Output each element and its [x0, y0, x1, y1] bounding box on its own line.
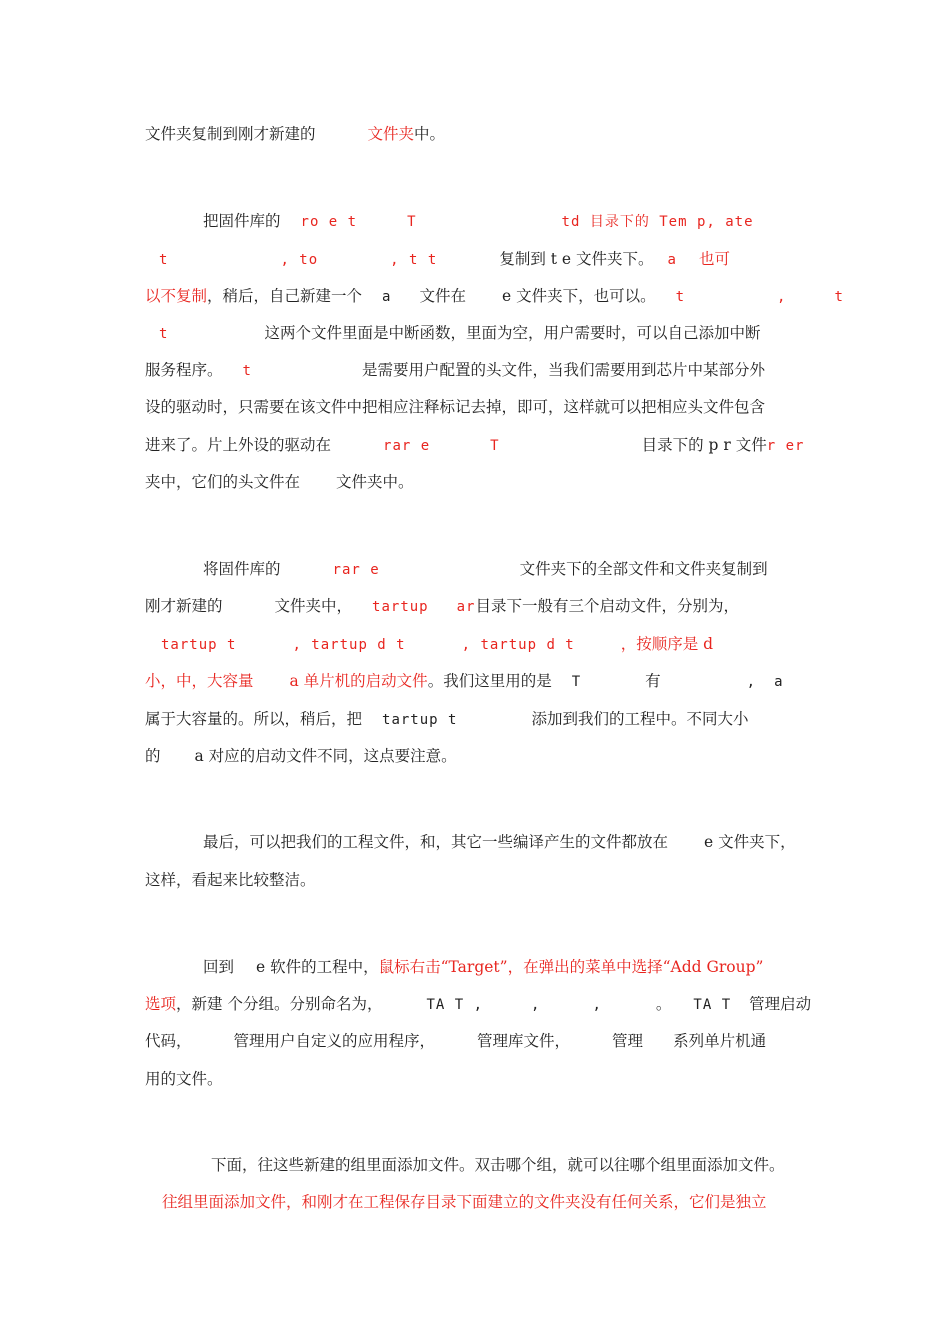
- text-span: 刚才新建的: [145, 597, 223, 615]
- text-span: 系列单片机通: [673, 1032, 767, 1050]
- text-span: 的: [145, 747, 161, 765]
- highlight-span: , t t: [390, 252, 438, 268]
- highlight-span: tartup t: [161, 637, 237, 653]
- highlight-span: , to: [280, 252, 319, 268]
- p5-line-2: [145, 993, 811, 1016]
- p2-line-6: [145, 396, 765, 418]
- text-span: 有: [645, 672, 661, 690]
- p5-line-1: [203, 956, 763, 978]
- text-span: 文件在: [419, 287, 466, 305]
- text-span: ,: [531, 997, 541, 1013]
- highlight-span: rar e: [332, 562, 380, 578]
- highlight-span: rar e: [383, 438, 431, 454]
- text-span: 用的文件。: [145, 1070, 223, 1088]
- highlight-span: 文件夹: [367, 125, 415, 143]
- text-span: 把固件库的: [203, 212, 281, 230]
- text-span: 最后，可以把我们的工程文件，和，其它一些编译产生的文件都放在: [203, 833, 669, 851]
- text-span: 。: [655, 995, 672, 1013]
- highlight-span: 鼠标右击“Target”，在弹出的菜单中选择“Add Group”: [378, 958, 764, 976]
- text-span: 属于大容量的。所以，稍后，把: [145, 710, 363, 728]
- text-span: 是需要用户配置的头文件，当我们需要用到芯片中某部分外: [361, 361, 765, 379]
- highlight-span: 选项: [145, 995, 177, 1013]
- p1-line-1: [145, 123, 445, 145]
- text-span: 将固件库的: [203, 560, 281, 578]
- highlight-span: tartup: [372, 599, 429, 615]
- text-span: T: [571, 674, 582, 690]
- text-span: ,: [592, 997, 602, 1013]
- p2-line-1: [203, 210, 754, 233]
- text-span: 夹中，它们的头文件在: [145, 473, 301, 491]
- text-span: a 对应的启动文件不同，这点要注意。: [194, 747, 457, 765]
- text-span: 管理: [612, 1032, 644, 1050]
- text-span: 管理启动: [749, 995, 812, 1013]
- highlight-span: r er: [766, 438, 805, 454]
- p3-line-5: [145, 708, 748, 731]
- text-span: a: [774, 674, 784, 690]
- p5-line-3: [145, 1030, 766, 1052]
- text-span: 这两个文件里面是中断函数，里面为空，用户需要时，可以自己添加中断: [264, 324, 761, 342]
- p4-line-2: [145, 869, 316, 891]
- text-span: e 文件夹下，: [704, 833, 796, 851]
- p6-line-2: [162, 1191, 767, 1213]
- highlight-span: 小，中，大容量: [145, 672, 254, 690]
- p2-line-7: [145, 434, 804, 457]
- text-span: e 软件的工程中，: [256, 958, 379, 976]
- text-span: 文件夹中，: [274, 597, 353, 615]
- text-span: 添加到我们的工程中。不同大小: [531, 710, 749, 728]
- text-span: 目录下的 p r 文件: [641, 436, 767, 454]
- p3-line-2: [145, 595, 739, 618]
- p2-line-4: [145, 322, 760, 345]
- text-span: 管理库文件，: [477, 1032, 571, 1050]
- highlight-span: td 目录下的 Tem p, ate: [561, 214, 754, 230]
- text-span: 回到: [203, 958, 235, 976]
- p2-line-8: [145, 471, 414, 493]
- text-span: 。我们这里用的是: [427, 672, 552, 690]
- text-span: 中。: [414, 125, 446, 143]
- text-span: ，稍后，自己新建一个: [207, 287, 363, 305]
- text-span: a: [382, 289, 392, 305]
- p3-line-3: [145, 633, 713, 656]
- text-span: 目录下一般有三个启动文件，分别为，: [475, 597, 739, 615]
- p5-line-4: [145, 1068, 223, 1090]
- text-span: ，新建 个分组。分别命名为，: [176, 995, 383, 1013]
- text-span: 设的驱动时，只需要在该文件中把相应注释标记去掉，即可，这样就可以把相应头文件包含: [145, 398, 766, 416]
- highlight-span: ,: [777, 289, 787, 305]
- highlight-span: 也可: [698, 250, 730, 268]
- highlight-span: T: [407, 214, 417, 230]
- highlight-span: , tartup d t: [292, 637, 406, 653]
- text-span: TA T: [693, 997, 732, 1013]
- highlight-span: ar: [456, 599, 476, 615]
- p4-line-1: [203, 831, 796, 853]
- highlight-span: 往组里面添加文件，和刚才在工程保存目录下面建立的文件夹没有任何关系，它们是独立: [162, 1193, 767, 1211]
- text-span: 服务程序。: [145, 361, 223, 379]
- p2-line-3: [145, 285, 844, 308]
- highlight-span: t: [242, 363, 252, 379]
- highlight-span: t: [675, 289, 686, 305]
- highlight-span: , tartup d t: [461, 637, 575, 653]
- text-span: 代码，: [145, 1032, 192, 1050]
- highlight-span: t: [159, 326, 169, 342]
- p2-line-5: [145, 359, 765, 382]
- highlight-span: t: [834, 289, 844, 305]
- p3-line-1: [203, 558, 768, 581]
- p3-line-4: [145, 670, 784, 693]
- highlight-span: 以不复制: [145, 287, 208, 305]
- text-span: 文件夹中。: [336, 473, 414, 491]
- highlight-span: a: [667, 252, 677, 268]
- highlight-span: T: [490, 438, 500, 454]
- text-span: tartup t: [382, 712, 458, 728]
- p3-line-6: [145, 745, 457, 767]
- highlight-span: t: [159, 252, 169, 268]
- p6-line-1: [211, 1154, 785, 1176]
- text-span: ,: [746, 674, 757, 690]
- text-span: 下面，往这些新建的组里面添加文件。双击哪个组，就可以往哪个组里面添加文件。: [211, 1156, 785, 1174]
- text-span: 复制到 t e 文件夹下。: [499, 250, 654, 268]
- highlight-span: ro e t: [300, 214, 358, 230]
- text-span: 文件夹下的全部文件和文件夹复制到: [519, 560, 768, 578]
- text-span: 这样，看起来比较整洁。: [145, 871, 316, 889]
- highlight-span: ，按顺序是 d: [620, 635, 714, 653]
- highlight-span: a 单片机的启动文件: [289, 672, 428, 690]
- text-span: e 文件夹下，也可以。: [501, 287, 656, 305]
- p2-line-2: [145, 248, 730, 271]
- text-span: TA T ,: [426, 997, 484, 1013]
- text-span: 进来了。片上外设的驱动在: [145, 436, 332, 454]
- text-span: 管理用户自定义的应用程序，: [233, 1032, 436, 1050]
- text-span: 文件夹复制到刚才新建的: [145, 125, 316, 143]
